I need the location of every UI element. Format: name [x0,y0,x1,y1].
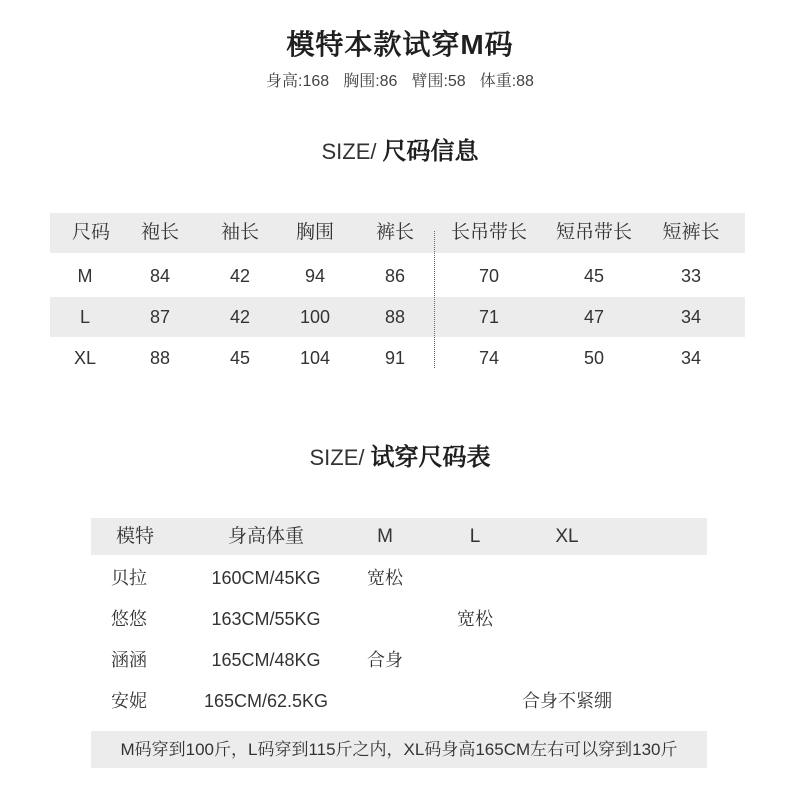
cell-fit-xl: 合身不紧绷 [522,691,612,711]
cell-pants-length: 88 [384,307,406,327]
cell-long-cami-length: 71 [478,307,500,327]
header-pants-length: 裤长 [375,222,415,243]
header-size: 尺码 [71,222,111,243]
cell-chest: 100 [299,307,331,327]
size-row-l [50,297,745,337]
header-long-cami-length: 长吊带长 [450,222,528,243]
cell-fit-m: 合身 [367,650,403,670]
cell-robe-length: 84 [149,266,171,286]
size-info-heading-prefix: SIZE/ [321,139,377,164]
header-short-cami-length: 短吊带长 [555,222,633,243]
model-arm: 臂围:58 [411,73,466,90]
cell-height-weight: 165CM/48KG [211,650,321,670]
cell-height-weight: 165CM/62.5KG [203,691,329,711]
cell-size: L [79,307,91,327]
fitting-chart-heading-prefix: SIZE/ [309,445,365,470]
header-robe-length: 袍长 [140,222,180,243]
cell-size: XL [73,348,97,368]
cell-long-cami-length: 70 [478,266,500,286]
cell-shorts-length: 33 [680,266,702,286]
cell-model: 安妮 [111,691,147,711]
cell-height-weight: 163CM/55KG [211,609,321,629]
fitting-chart-heading-title: 试穿尺码表 [370,444,491,471]
header-chest: 胸围 [295,222,335,243]
cell-long-cami-length: 74 [478,348,500,368]
size-row-xl [50,338,745,378]
fitting-row [91,599,707,639]
cell-fit-m: 宽松 [367,568,403,588]
cell-sleeve-length: 42 [229,307,251,327]
page-title: 模特本款试穿M码 [286,29,514,60]
header-model: 模特 [115,526,155,547]
cell-pants-length: 86 [384,266,406,286]
cell-sleeve-length: 42 [229,266,251,286]
model-weight: 体重:88 [479,73,534,90]
cell-short-cami-length: 45 [583,266,605,286]
cell-short-cami-length: 47 [583,307,605,327]
cell-sleeve-length: 45 [229,348,251,368]
fitting-row [91,681,707,721]
model-stats [0,70,800,94]
cell-model: 涵涵 [111,650,147,670]
cell-fit-l: 宽松 [457,609,493,629]
header-size-l: L [469,526,481,547]
header-size-xl: XL [555,526,579,547]
cell-model: 贝拉 [111,568,147,588]
header-height-weight: 身高体重 [227,526,305,547]
model-chest: 胸围:86 [343,73,398,90]
cell-model: 悠悠 [111,609,147,629]
cell-robe-length: 88 [149,348,171,368]
cell-size: M [77,266,93,286]
cell-short-cami-length: 50 [583,348,605,368]
cell-chest: 104 [299,348,331,368]
cell-shorts-length: 34 [680,307,702,327]
header-shorts-length: 短裤长 [662,222,720,243]
cell-pants-length: 91 [384,348,406,368]
cell-chest: 94 [304,266,326,286]
fitting-chart-header-row [91,518,707,555]
model-height: 身高:168 [266,73,330,90]
size-row-m [50,256,745,296]
column-group-divider [434,231,435,368]
fitting-row [91,558,707,598]
size-info-heading [0,134,800,173]
header-size-m: M [377,526,393,547]
header-sleeve-length: 袖长 [220,222,260,243]
cell-robe-length: 87 [149,307,171,327]
size-info-heading-title: 尺码信息 [382,138,479,165]
fitting-row [91,640,707,680]
cell-height-weight: 160CM/45KG [211,568,321,588]
cell-shorts-length: 34 [680,348,702,368]
size-info-header-row [50,213,745,253]
fitting-note: M码穿到100斤，L码穿到115斤之内，XL码身高165CM左右可以穿到130斤 [91,731,707,768]
fitting-chart-heading [0,440,800,479]
